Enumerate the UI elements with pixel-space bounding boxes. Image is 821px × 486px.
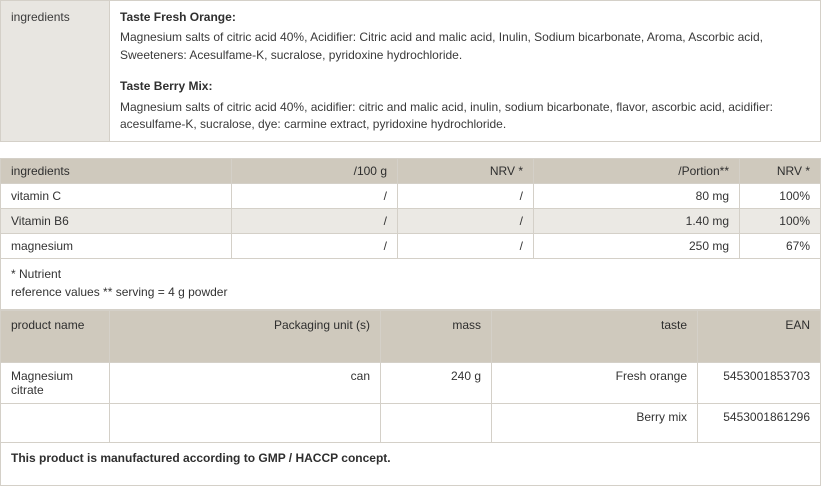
product-taste: Berry mix (492, 404, 698, 443)
nutrition-header-per-100g: /100 g (232, 159, 398, 184)
nutrient-nrv-100g: / (398, 209, 534, 234)
nutrient-name: vitamin C (1, 184, 232, 209)
product-mass: 240 g (381, 363, 492, 404)
nutrient-nrv-portion: 100% (740, 209, 821, 234)
nutrient-nrv-portion: 100% (740, 184, 821, 209)
section-spacer (0, 142, 821, 158)
product-ean: 5453001861296 (698, 404, 821, 443)
variant-heading-berry: Taste Berry Mix: (120, 79, 213, 94)
variant-text-berry: Magnesium salts of citric acid 40%, acidifier: citric and malic acid, inulin, sodium bicarbonate, flavor, ascorbic acid, acidifier: acesulfame-K, sucralose, dye: carmine extract, pyridoxine hydrochloride. (120, 99, 773, 131)
nutrient-per-portion: 80 mg (534, 184, 740, 209)
nutrition-footnote (1, 259, 821, 310)
nutrient-nrv-portion: 67% (740, 234, 821, 259)
ingredients-content (110, 1, 821, 142)
product-mass (381, 404, 492, 443)
nutrition-footnote-row (1, 259, 821, 310)
variant-heading-orange: Taste Fresh Orange: (120, 10, 236, 24)
product-header-name: product name (1, 311, 110, 363)
nutrition-table (0, 158, 821, 310)
table-row (1, 234, 821, 259)
product-header-row (1, 311, 821, 363)
footnote-line-1: * Nutrient (11, 267, 62, 282)
product-name (1, 404, 110, 443)
nutrition-header-ingredients: ingredients (1, 159, 232, 184)
nutrition-header-nrv-1: NRV * (398, 159, 534, 184)
table-row (1, 209, 821, 234)
nutrient-name: magnesium (1, 234, 232, 259)
footnote-line-2: reference values ** serving = 4 g powder (11, 285, 228, 300)
product-header-ean: EAN (698, 311, 821, 363)
gmp-note-row (1, 443, 821, 486)
ingredients-table (0, 0, 821, 142)
nutrient-nrv-100g: / (398, 184, 534, 209)
ingredients-label: ingredients (1, 1, 110, 142)
nutrition-header-nrv-2: NRV * (740, 159, 821, 184)
nutrient-name: Vitamin B6 (1, 209, 232, 234)
product-header-taste: taste (492, 311, 698, 363)
table-row (1, 184, 821, 209)
nutrition-header-row (1, 159, 821, 184)
variant-text-orange: Magnesium salts of citric acid 40%, Acidifier: Citric acid and malic acid, Inulin, Sodium bicarbonate, Aroma, Ascorbic acid, Sweeteners: Acesulfame-K, sucralose, pyridoxine hydrochloride. (120, 30, 763, 62)
table-row (1, 363, 821, 404)
product-header-mass: mass (381, 311, 492, 363)
product-ean: 5453001853703 (698, 363, 821, 404)
gmp-note: This product is manufactured according to GMP / HACCP concept. (1, 443, 821, 486)
nutrition-header-per-portion: /Portion** (534, 159, 740, 184)
product-packaging: can (110, 363, 381, 404)
paragraph-gap (120, 64, 810, 78)
nutrient-per-100g: / (232, 209, 398, 234)
table-row (1, 404, 821, 443)
nutrient-nrv-100g: / (398, 234, 534, 259)
product-name: Magnesium citrate (1, 363, 110, 404)
product-packaging (110, 404, 381, 443)
product-header-packaging: Packaging unit (s) (110, 311, 381, 363)
product-taste: Fresh orange (492, 363, 698, 404)
nutrient-per-100g: / (232, 234, 398, 259)
nutrient-per-portion: 1.40 mg (534, 209, 740, 234)
nutrient-per-portion: 250 mg (534, 234, 740, 259)
product-table (0, 310, 821, 486)
ingredients-row (1, 1, 821, 142)
nutrient-per-100g: / (232, 184, 398, 209)
